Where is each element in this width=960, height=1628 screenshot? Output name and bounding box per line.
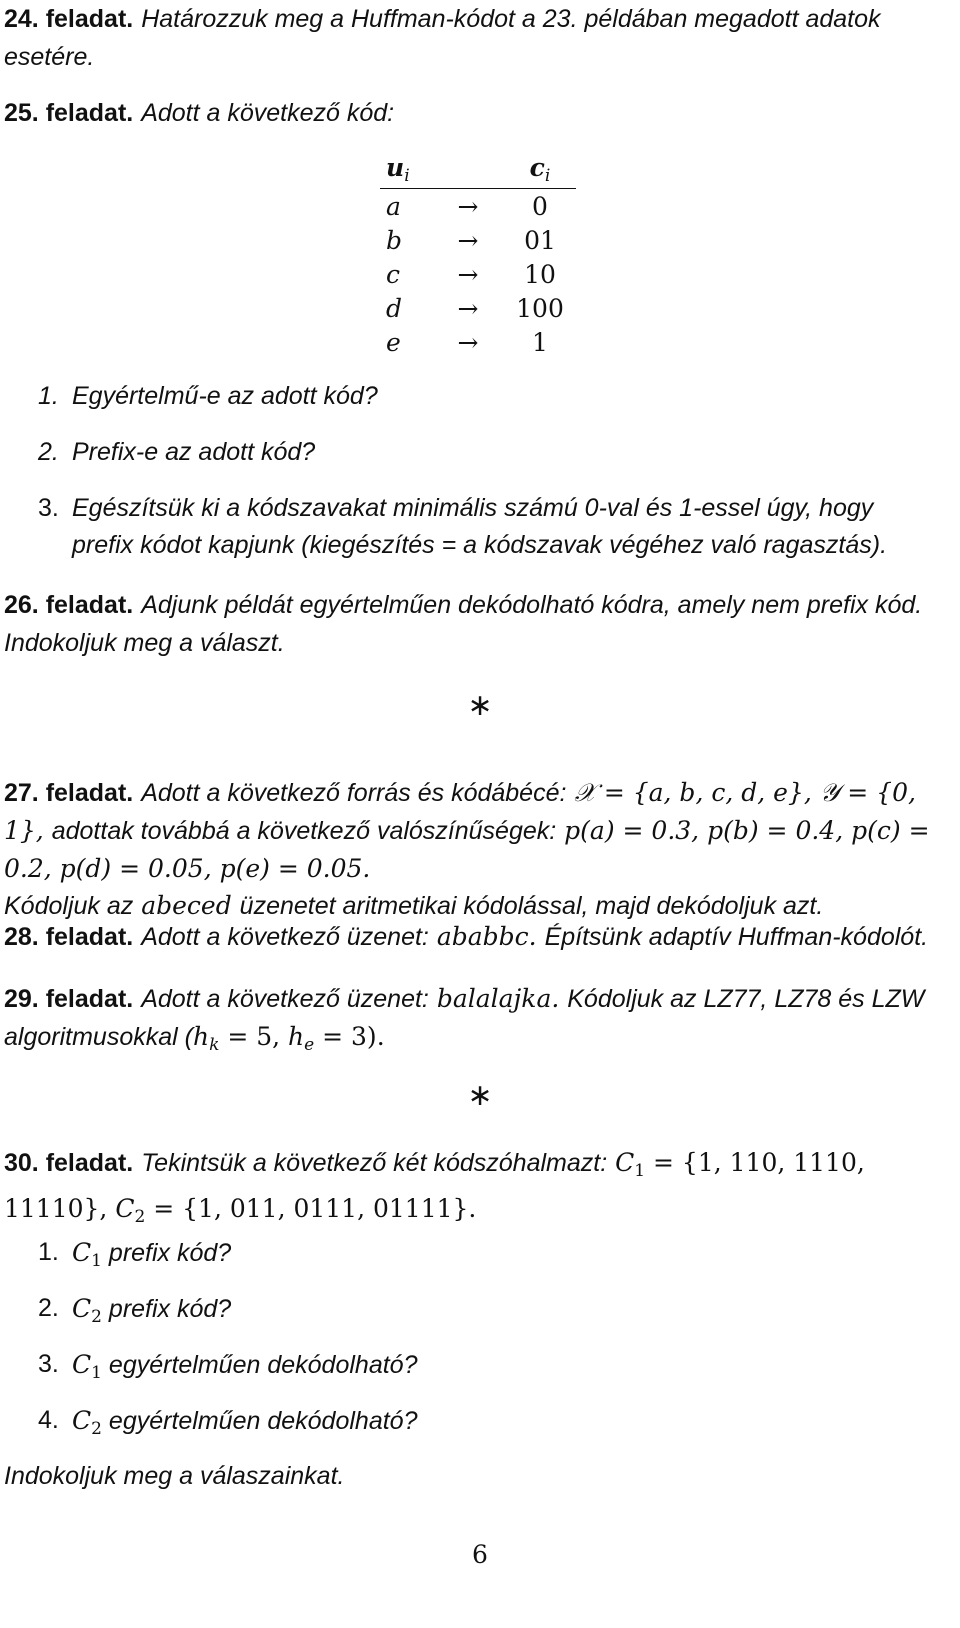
param-hk-sub: k	[209, 1035, 220, 1055]
set-sub: 2	[91, 1307, 102, 1327]
list-number: 2.	[38, 1294, 59, 1322]
list-text: egyértelműen dekódolható?	[101, 1407, 418, 1435]
list-number: 4.	[38, 1406, 59, 1434]
arrow-icon: →	[457, 225, 479, 255]
set-c2-sub: 2	[134, 1207, 146, 1227]
list-text: egyértelműen dekódolható?	[101, 1351, 418, 1379]
param-he-value: = 3).	[314, 1022, 385, 1051]
exercise-28-label: 28. feladat.	[4, 923, 134, 951]
exercise-27-intro: Adott a következő forrás és kódábécé:	[141, 779, 567, 807]
symbol-cell: d	[386, 293, 403, 323]
list-number: 1.	[38, 1238, 59, 1266]
exercise-24-text: Határozzuk meg a Huffman-kódot a 23. példában megadott adatok esetére.	[4, 5, 881, 71]
exercise-27	[4, 774, 948, 925]
codeword-cell: 0	[532, 191, 548, 221]
exercise-28-text: Adott a következő üzenet:	[141, 923, 429, 951]
section-separator: ∗	[467, 688, 493, 723]
set-sub: 1	[91, 1363, 102, 1383]
exercise-28	[4, 918, 948, 956]
arrow-icon: →	[457, 259, 479, 289]
list-number: 2.	[38, 438, 59, 466]
code-table	[380, 152, 576, 359]
table-row	[380, 257, 576, 291]
set-name: C	[72, 1238, 92, 1267]
set-c1: = {1, 110, 1110, 11110},	[4, 1148, 865, 1223]
exercise-30-text: Tekintsük a következő két kódszóhalmazt:	[141, 1149, 608, 1177]
param-he-sub: e	[304, 1035, 315, 1055]
probability: p(d) = 0.05,	[59, 854, 212, 883]
message-abeced: abeced	[141, 891, 232, 920]
code-alphabet: 𝒴 = {0, 1},	[4, 778, 916, 845]
probability: p(e) = 0.05.	[219, 854, 371, 883]
list-text: Egészítsük ki a kódszavakat minimális számú 0-val és 1-essel úgy, hogy prefix kódot kapjunk (kiegészítés = a kódszavak végéhez való ragasztás).	[72, 494, 888, 559]
symbol-cell: c	[386, 259, 401, 289]
set-sub: 2	[91, 1419, 102, 1439]
set-sub: 1	[91, 1251, 102, 1271]
exercise-26-text: Adjunk példát egyértelműen dekódolható kódra, amely nem prefix kód. Indokoljuk meg a választ.	[4, 591, 923, 657]
page-number: 6	[472, 1540, 488, 1569]
header-c: $c_i$	[504, 152, 576, 189]
symbol-cell: e	[386, 327, 401, 357]
list-number: 3.	[38, 494, 59, 522]
list-text: Prefix-e az adott kód?	[72, 438, 316, 466]
exercise-24-label: 24. feladat.	[4, 5, 134, 33]
table-row	[380, 223, 576, 257]
set-c1-name: C	[615, 1148, 635, 1177]
exercise-30-closing: Indokoljuk meg a válaszainkat.	[4, 1462, 345, 1490]
exercise-24	[4, 0, 948, 76]
exercise-26	[4, 586, 948, 662]
message-balalajka: balalajka.	[436, 984, 560, 1013]
table-row	[380, 325, 576, 359]
table-row	[380, 291, 576, 325]
exercise-29	[4, 980, 948, 1064]
param-he: h	[288, 1022, 305, 1051]
code-table-header	[380, 152, 576, 189]
exercise-29-label: 29. feladat.	[4, 985, 134, 1013]
list-number: 1.	[38, 382, 59, 410]
set-name: C	[72, 1294, 92, 1323]
table-row	[380, 189, 576, 224]
set-c2: = {1, 011, 0111, 01111}.	[145, 1194, 477, 1223]
arrow-icon: →	[457, 327, 479, 357]
symbol-cell: a	[386, 191, 401, 221]
message-ababbc: ababbc.	[436, 922, 537, 951]
task-text: Kódoljuk az	[4, 892, 134, 920]
param-hk: h	[192, 1022, 210, 1051]
list-text: prefix kód?	[101, 1239, 232, 1267]
arrow-icon: →	[457, 191, 479, 221]
task-text: üzenetet aritmetikai kódolással, majd dekódoljuk azt.	[239, 892, 824, 920]
codeword-cell: 01	[524, 225, 556, 255]
source-alphabet: 𝒳 = {a, b, c, d, e},	[574, 778, 812, 807]
codeword-cell: 1	[532, 327, 548, 357]
exercise-25	[4, 94, 948, 132]
codeword-cell: 10	[524, 259, 556, 289]
probabilities-intro: adottak továbbá a következő valószínűségek:	[51, 817, 557, 845]
codeword-cell: 100	[516, 293, 564, 323]
exercise-29-task: Kódoljuk az LZ77, LZ78 és LZW algoritmusokkal (	[4, 985, 925, 1051]
probability: p(a) = 0.3,	[564, 816, 700, 845]
exercise-28-task: Építsünk adaptív Huffman-kódolót.	[544, 923, 929, 951]
section-separator: ∗	[467, 1078, 493, 1113]
exercise-29-text: Adott a következő üzenet:	[141, 985, 429, 1013]
symbol-cell: b	[386, 225, 403, 255]
list-text: prefix kód?	[101, 1295, 232, 1323]
arrow-icon: →	[457, 293, 479, 323]
set-c1-sub: 1	[634, 1161, 646, 1181]
exercise-30-label: 30. feladat.	[4, 1149, 134, 1177]
probability: p(b) = 0.4,	[707, 816, 844, 845]
set-name: C	[72, 1406, 92, 1435]
probability: p(c) = 0.2,	[4, 816, 930, 883]
list-text: Egyértelmű-e az adott kód?	[72, 382, 378, 410]
exercise-25-text: Adott a következő kód:	[141, 99, 395, 127]
set-name: C	[72, 1350, 92, 1379]
exercise-26-label: 26. feladat.	[4, 591, 134, 619]
list-number: 3.	[38, 1350, 59, 1378]
header-spacer	[432, 152, 504, 189]
param-hk-value: = 5,	[219, 1022, 289, 1051]
exercise-30	[4, 1144, 948, 1236]
set-c2-name: C	[115, 1194, 135, 1223]
header-u: $u_i$	[380, 152, 432, 189]
exercise-25-label: 25. feladat.	[4, 99, 134, 127]
exercise-27-label: 27. feladat.	[4, 779, 134, 807]
